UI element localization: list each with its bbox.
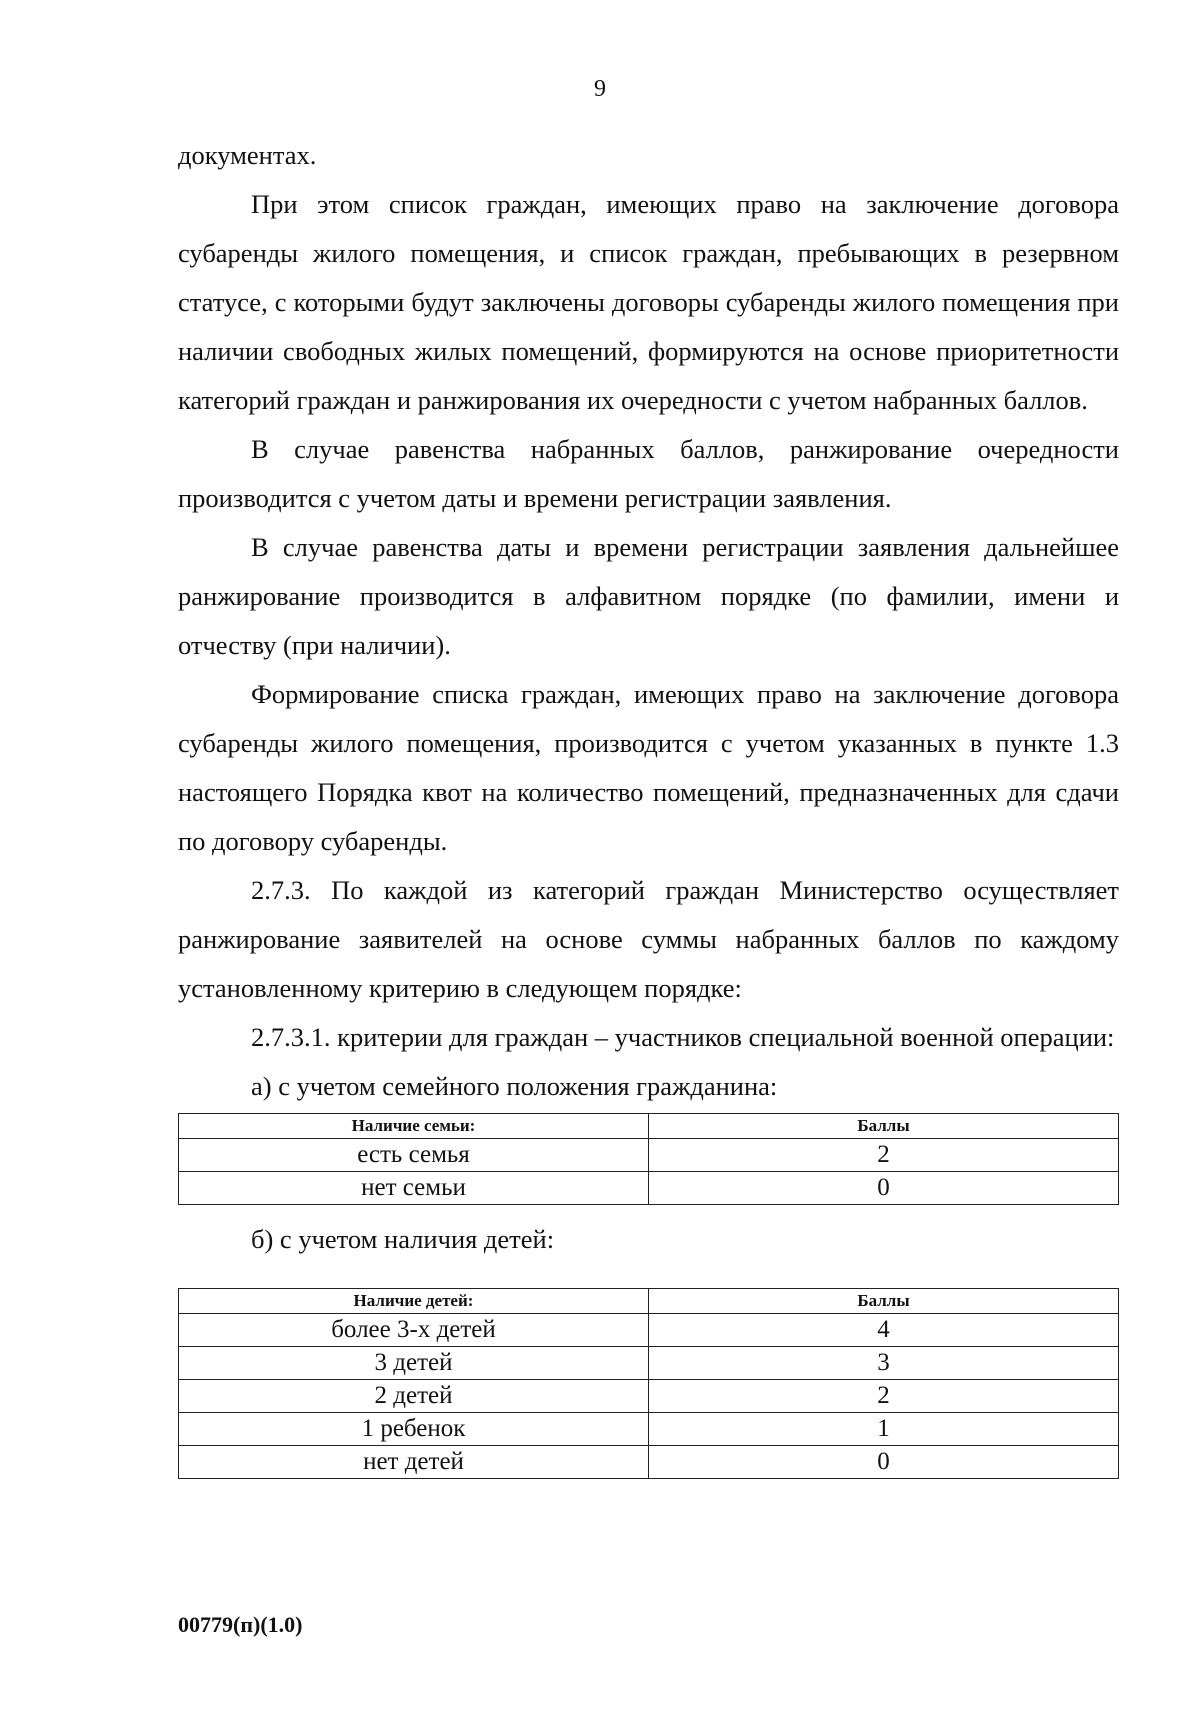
- children-points: 0: [649, 1446, 1119, 1479]
- table-row: [179, 1139, 1119, 1172]
- paragraph-equal-date: В случае равенства даты и времени регистрации заявления дальнейшее ранжирование производится в алфавитном порядке (по фамилии, имени и отчеству (при наличии).: [178, 532, 1119, 660]
- table-row: [179, 1347, 1119, 1380]
- family-label: нет семьи: [179, 1172, 649, 1205]
- children-label: 3 детей: [179, 1347, 649, 1380]
- document-code: 00779(п)(1.0): [178, 1612, 303, 1637]
- children-points: 1: [649, 1413, 1119, 1446]
- family-section-heading: а) с учетом семейного положения гражданина:: [251, 1071, 778, 1101]
- paragraph-2-7-3: 2.7.3. По каждой из категорий граждан Министерство осуществляет ранжирование заявителей на основе суммы набранных баллов по каждому установленному критерию в следующем порядке:: [178, 875, 1119, 1003]
- children-label: 1 ребенок: [179, 1413, 649, 1446]
- children-label: более 3-х детей: [179, 1314, 649, 1347]
- column-header-children: Наличие детей:: [179, 1289, 649, 1314]
- document-body: [178, 131, 1119, 1479]
- paragraph-quotas: Формирование списка граждан, имеющих право на заключение договора субаренды жилого помещения, производится с учетом указанных в пункте 1.3 настоящего Порядка квот на количество помещений, предназначенных для сдачи по договору субаренды.: [178, 679, 1119, 856]
- children-points: 3: [649, 1347, 1119, 1380]
- family-points: 0: [649, 1172, 1119, 1205]
- table-row: [179, 1314, 1119, 1347]
- children-points: 2: [649, 1380, 1119, 1413]
- children-points-table: [178, 1288, 1119, 1479]
- table-row: [179, 1380, 1119, 1413]
- family-points: 2: [649, 1139, 1119, 1172]
- children-label: нет детей: [179, 1446, 649, 1479]
- family-label: есть семья: [179, 1139, 649, 1172]
- paragraph-list-formation: При этом список граждан, имеющих право на заключение договора субаренды жилого помещения, и список граждан, пребывающих в резервном статусе, с которыми будут заключены договоры субаренды жилого помещения при наличии свободных жилых помещений, формируются на основе приоритетности категорий граждан и ранжирования их очередности с учетом набранных баллов.: [178, 189, 1119, 415]
- children-points: 4: [649, 1314, 1119, 1347]
- column-header-family: Наличие семьи:: [179, 1114, 649, 1139]
- column-header-points: Баллы: [649, 1289, 1119, 1314]
- table-header-row: [179, 1114, 1119, 1139]
- family-points-table: [178, 1113, 1119, 1205]
- table-row: [179, 1446, 1119, 1479]
- children-section-heading: б) с учетом наличия детей:: [251, 1224, 555, 1254]
- paragraph-continuation: документах.: [178, 140, 317, 170]
- paragraph-equal-points: В случае равенства набранных баллов, ранжирование очередности производится с учетом даты и времени регистрации заявления.: [178, 434, 1119, 513]
- table-header-row: [179, 1289, 1119, 1314]
- table-row: [179, 1413, 1119, 1446]
- page-number: 9: [594, 76, 606, 102]
- table-row: [179, 1172, 1119, 1205]
- paragraph-2-7-3-1: 2.7.3.1. критерии для граждан – участников специальной военной операции:: [251, 1022, 1115, 1052]
- column-header-points: Баллы: [649, 1114, 1119, 1139]
- children-label: 2 детей: [179, 1380, 649, 1413]
